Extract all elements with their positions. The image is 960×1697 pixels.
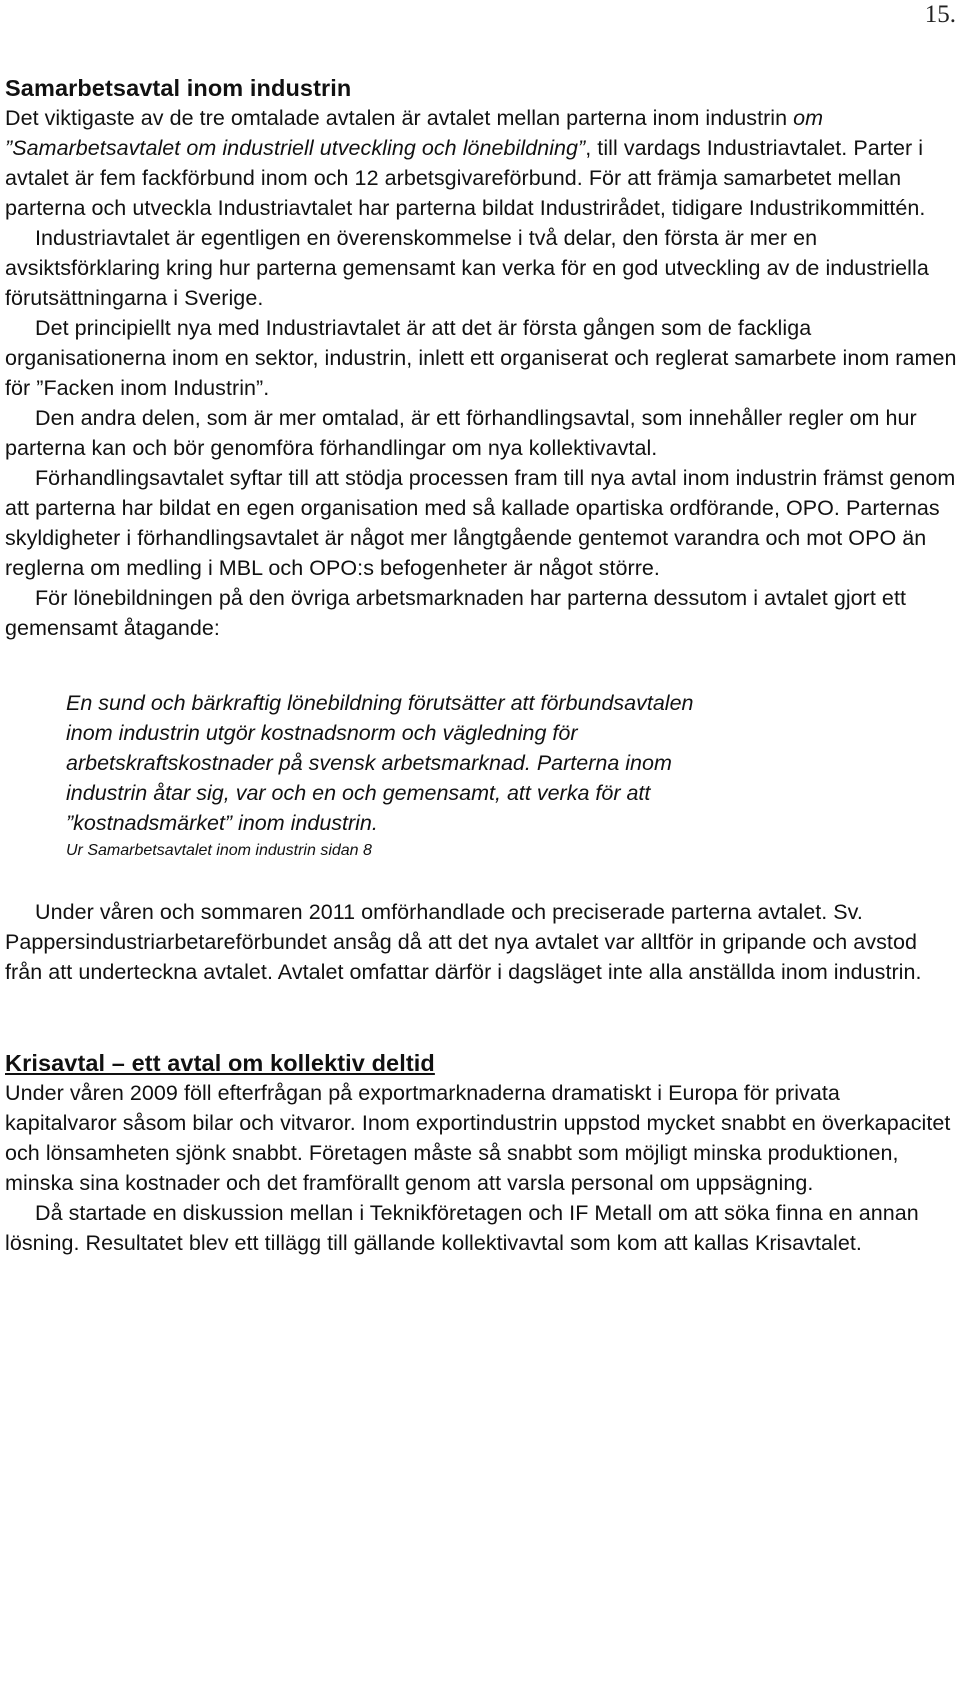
paragraph: Den andra delen, som är mer omtalad, är ett förhandlingsavtal, som innehåller regler om hur parterna kan och bör genomföra förhandlingar om nya kollektivavtal.	[5, 406, 917, 460]
section-heading: Samarbetsavtal inom industrin	[5, 75, 352, 101]
paragraph: Under våren och sommaren 2011 omförhandlade och preciserade parterna avtalet. Sv. Pappersindustriarbetareförbundet ansåg då att det nya avtalet var alltför in gripande och avstod från att underteckna avtalet. Avtalet omfattar därför i dagsläget inte alla anställda inom industrin.	[5, 900, 922, 984]
paragraph-text: Det viktigaste av de tre omtalade avtalen är avtalet mellan parterna inom industrin	[5, 106, 794, 130]
block-quote: En sund och bärkraftig lönebildning förutsätter att förbundsavtalen inom industrin utgör kostnadsnorm och vägledning för arbetskraftskostnader på svensk arbetsmarknad. Parterna inom industrin åtar sig, var och en och gemensamt, att verka för att ”kostnadsmärket” inom industrin.	[66, 691, 694, 835]
page-number: 15.	[924, 1, 956, 28]
paragraph: Under våren 2009 föll efterfrågan på exportmarknaderna dramatiskt i Europa för privata kapitalvaror såsom bilar och vitvaror. Inom exportindustrin uppstod mycket snabbt en överkapacitet och lönsamheten sjönk snabbt. Företagen måste så snabbt som möjligt minska produktionen, minska sina kostnader och det framförallt genom att varsla personal om uppsägning.	[5, 1081, 951, 1195]
section-krisavtal	[5, 1048, 957, 1258]
paragraph	[5, 103, 957, 223]
section-heading-text: Krisavtal – ett avtal om kollektiv deltid	[5, 1050, 435, 1076]
paragraph: Då startade en diskussion mellan i Teknikföretagen och IF Metall om att söka finna en annan lösning. Resultatet blev ett tillägg till gällande kollektivavtal som kom att kallas Krisavtalet.	[5, 1201, 919, 1255]
section-heading	[5, 1048, 957, 1078]
quote-source: Ur Samarbetsavtalet inom industrin sidan 8	[66, 842, 372, 859]
section-samarbetsavtal	[5, 73, 957, 987]
paragraph: Det principiellt nya med Industriavtalet är att det är första gången som de fackliga organisationerna inom en sektor, industrin, inlett ett organiserat och reglerat samarbete inom ramen för ”Facken inom Industrin”.	[5, 316, 957, 400]
paragraph: Förhandlingsavtalet syftar till att stödja processen fram till nya avtal inom industrin främst genom att parterna har bildat en egen organisation med så kallade opartiska ordförande, OPO. Parternas skyldigheter i förhandlingsavtalet är något mer långtgående gentemot varandra och mot OPO än reglerna om medling i MBL och OPO:s befogenheter är något större.	[5, 466, 956, 580]
paragraph: För lönebildningen på den övriga arbetsmarknaden har parterna dessutom i avtalet gjort ett gemensamt åtagande:	[5, 586, 906, 640]
document-body	[5, 73, 957, 1258]
paragraph-text: , till vardags Industriavtalet. Parter i avtalet är fem fackförbund inom och 12 arbetsgivareförbund. För att främja samarbetet mellan parterna och utveckla Industriavtalet har parterna bildat Industrirådet, tidigare Industrikommittén.	[5, 136, 926, 220]
agreement-title-italic: om ”Samarbetsavtalet om industriell utveckling och lönebildning”	[5, 106, 824, 160]
paragraph: Industriavtalet är egentligen en överenskommelse i två delar, den första är mer en avsiktsförklaring kring hur parterna gemensamt kan verka för en god utveckling av de industriella förutsättningarna i Sverige.	[5, 226, 929, 310]
